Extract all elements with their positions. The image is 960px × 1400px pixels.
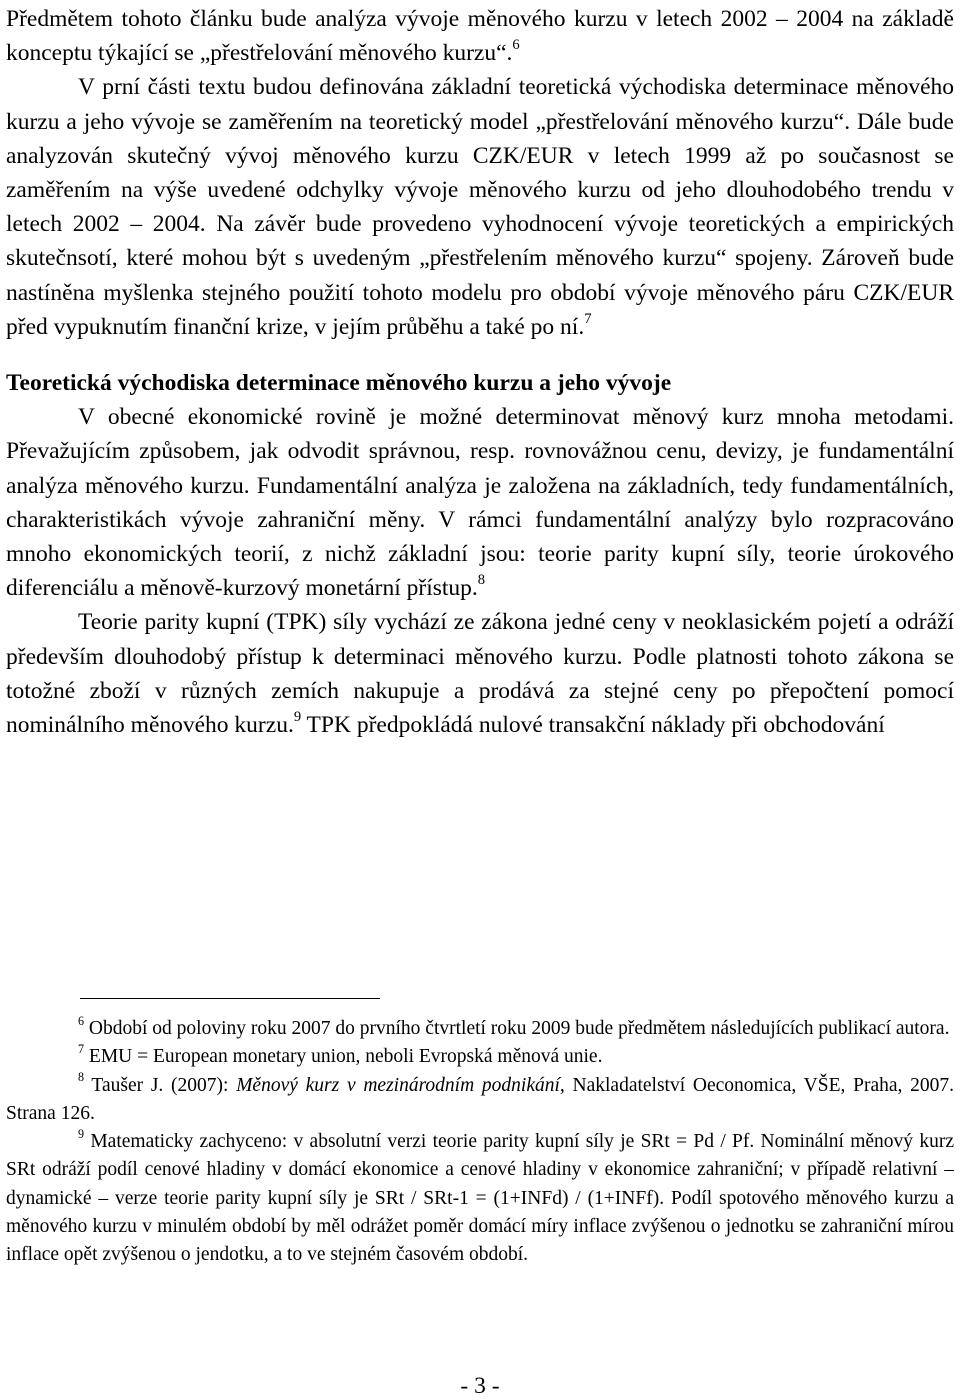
footnote-7-number: 7 — [78, 1041, 85, 1056]
footnote-6 — [6, 1015, 954, 1043]
paragraph-outline-text: V prní části textu budou definována základní teoretická východiska determinace měnového kurzu a jeho vývoje se zaměřením na teoretický model „přestřelování měnového kurzu“. Dále bude analyzován skutečný vývoj měnového kurzu CZK/EUR v letech 1999 až po současnost se zaměřením na výše uvedené odchylky vývoje měnového kurzu od jeho dlouhodobého trendu v letech 2002 – 2004. Na závěr bude provedeno vyhodnocení vývoje teoretických a empirických skutečnsotí, které mohou být s uvedeným „přestřelením měnového kurzu“ spojeny. Zároveň bude nastíněna myšlenka stejného použití tohoto modelu pro období vývoje měnového páru CZK/EUR před vypuknutím finanční krize, v jejím průběhu a také po ní. — [6, 74, 954, 340]
paragraph-fundamental-analysis-text: V obecné ekonomické rovině je možné determinovat měnový kurz mnoha metodami. Převažujícím způsobem, jak odvodit správnou, resp. rovnovážnou cenu, devizy, je fundamentální analýza měnového kurzu. Fundamentální analýza je založena na základních, tedy fundamentálních, charakteristikách vývoje zahraniční měny. V rámci fundamentální analýzy bylo rozpracováno mnoho ekonomických teorií, z nichž základní jsou: teorie parity kupní síly, teorie úrokového diferenciálu a měnově-kurzový monetární přístup. — [6, 404, 954, 602]
footnote-9-number: 9 — [78, 1126, 85, 1141]
footnote-8-title: Měnový kurz v mezinárodním podnikání — [236, 1074, 560, 1096]
paragraph-tpk-text: Teorie parity kupní (TPK) síly vychází ze zákona jedné ceny v neoklasickém pojetí a odráží především dlouhodobý přístup k determinaci měnového kurzu. Podle platnosti tohoto zákona se totožné zboží v různých zemích nakupuje a prodává za stejné ceny po přepočtení pomocí nominálního měnového kurzu. — [6, 609, 954, 739]
footnote-8 — [6, 1072, 954, 1129]
footnote-7-text: EMU = European monetary union, neboli Evropská měnová unie. — [84, 1046, 603, 1068]
footnote-ref-7: 7 — [584, 310, 592, 327]
footnote-7 — [6, 1043, 954, 1071]
paragraph-fundamental-analysis — [6, 400, 954, 605]
paragraph-tpk-continued: TPK předpokládá nulové transakční náklady při obchodování — [301, 712, 885, 739]
paragraph-intro — [6, 0, 954, 70]
footnote-6-number: 6 — [78, 1013, 85, 1028]
footnote-separator — [80, 998, 380, 999]
paragraph-intro-text: Předmětem tohoto článku bude analýza vývoje měnového kurzu v letech 2002 – 2004 na základě konceptu týkající se „přestřelování měnového kurzu“. — [6, 6, 954, 67]
footnote-ref-8: 8 — [477, 572, 486, 589]
paragraph-tpk — [6, 605, 954, 742]
footnote-9-text: Matematicky zachyceno: v absolutní verzi teorie parity kupní síly je SRt = Pd / Pf. Nominální měnový kurz SRt odráží podíl cenové hladiny v domácí ekonomice a cenové hladiny v ekonomice zahraniční; v případě relativní – dynamické – verze teorie parity kupní síly je SRt / SRt-1 = (1+INFd) / (1+INFf). Podíl spotového měnového kurzu a měnového kurzu v minulém období by měl odrážet poměr domácí míry inflace zvýšenou o jednotku se zahraniční mírou inflace opět zvýšenou o jendotku, a to ve stejném časovém období. — [6, 1131, 954, 1266]
footnote-9 — [6, 1128, 954, 1269]
page-number: - 3 - — [460, 1373, 500, 1399]
footnote-8-publisher: , Nakladatelství Oeconomica, VŠE, Praha, 2007. Strana 126. — [6, 1074, 954, 1124]
paragraph-outline — [6, 70, 954, 344]
section-heading: Teoretická východiska determinace měnového kurzu a jeho vývoje — [6, 370, 672, 397]
footnote-ref-6: 6 — [512, 37, 520, 54]
footnote-ref-9: 9 — [293, 709, 302, 726]
footnotes — [6, 1015, 954, 1270]
footnote-8-number: 8 — [78, 1070, 85, 1085]
footnote-6-text: Období od poloviny roku 2007 do prvního čtvrtletí roku 2009 bude předmětem následujících publikací autora. — [84, 1018, 950, 1039]
footnote-8-author: Taušer J. (2007): — [84, 1074, 237, 1096]
main-text — [6, 0, 954, 742]
